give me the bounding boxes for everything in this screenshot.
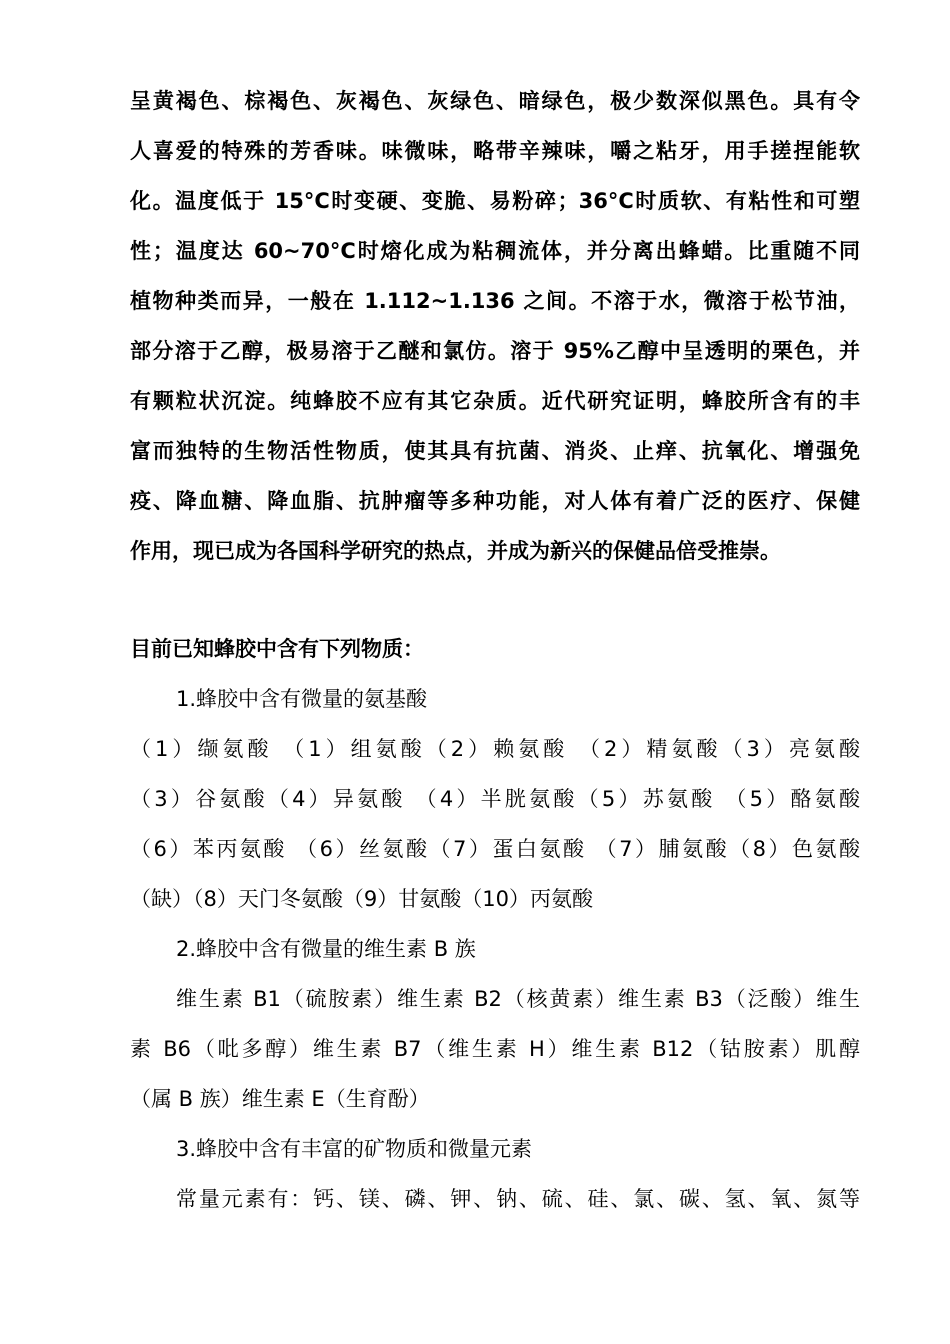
amino-acid-line: （缺）（8）天门冬氨酸（9）甘氨酸（10）丙氨酸 [130, 887, 593, 911]
intro-line: 疫、降血糖、降血脂、抗肿瘤等多种功能，对人体有着广泛的医疗、保健 [130, 489, 860, 513]
section-title-minerals: 3.蜂胶中含有丰富的矿物质和微量元素 [176, 1137, 533, 1161]
intro-line: 呈黄褐色、棕褐色、灰褐色、灰绿色、暗绿色，极少数深似黑色。具有令 [130, 89, 860, 113]
intro-line: 植物种类而异，一般在 1.112~1.136 之间。不溶于水，微溶于松节油， [130, 289, 860, 313]
vitamin-line: （属 B 族）维生素 E（生育酚） [130, 1087, 430, 1111]
amino-acid-line: （3）谷氨酸（4）异氨酸 （4）半胱氨酸（5）苏氨酸 （5）酪氨酸 [130, 787, 860, 811]
amino-acid-line: （6）苯丙氨酸 （6）丝氨酸（7）蛋白氨酸 （7）脯氨酸（8）色氨酸 [130, 837, 860, 861]
section-title-vitamins: 2.蜂胶中含有微量的维生素 B 族 [176, 937, 476, 961]
section-title-amino-acids: 1.蜂胶中含有微量的氨基酸 [176, 687, 428, 711]
substances-heading: 目前已知蜂胶中含有下列物质： [130, 637, 424, 661]
intro-line: 富而独特的生物活性物质，使其具有抗菌、消炎、止痒、抗氧化、增强免 [130, 439, 860, 463]
intro-line: 人喜爱的特殊的芳香味。味微味，略带辛辣味，嚼之粘牙，用手搓捏能软 [130, 139, 860, 163]
intro-line: 作用，现已成为各国科学研究的热点，并成为新兴的保健品倍受推崇。 [130, 539, 781, 563]
intro-line: 部分溶于乙醇，极易溶于乙醚和氯仿。溶于 95%乙醇中呈透明的栗色，并 [130, 339, 860, 363]
intro-line: 有颗粒状沉淀。纯蜂胶不应有其它杂质。近代研究证明，蜂胶所含有的丰 [130, 389, 860, 413]
intro-line: 性；温度达 60~70°C时熔化成为粘稠流体，并分离出蜂蜡。比重随不同 [130, 239, 860, 263]
intro-line: 化。温度低于 15°C时变硬、变脆、易粉碎；36°C时质软、有粘性和可塑 [130, 189, 860, 213]
vitamin-line: 维生素 B1（硫胺素）维生素 B2（核黄素）维生素 B3（泛酸）维生 [176, 987, 860, 1011]
amino-acid-line: （1）缬氨酸 （1）组氨酸（2）赖氨酸 （2）精氨酸（3）亮氨酸 [130, 737, 860, 761]
minerals-line: 常量元素有：钙、镁、磷、钾、钠、硫、硅、氯、碳、氢、氧、氮等 [176, 1187, 860, 1211]
vitamin-line: 素 B6（吡多醇）维生素 B7（维生素 H）维生素 B12（钴胺素）肌醇 [130, 1037, 860, 1061]
